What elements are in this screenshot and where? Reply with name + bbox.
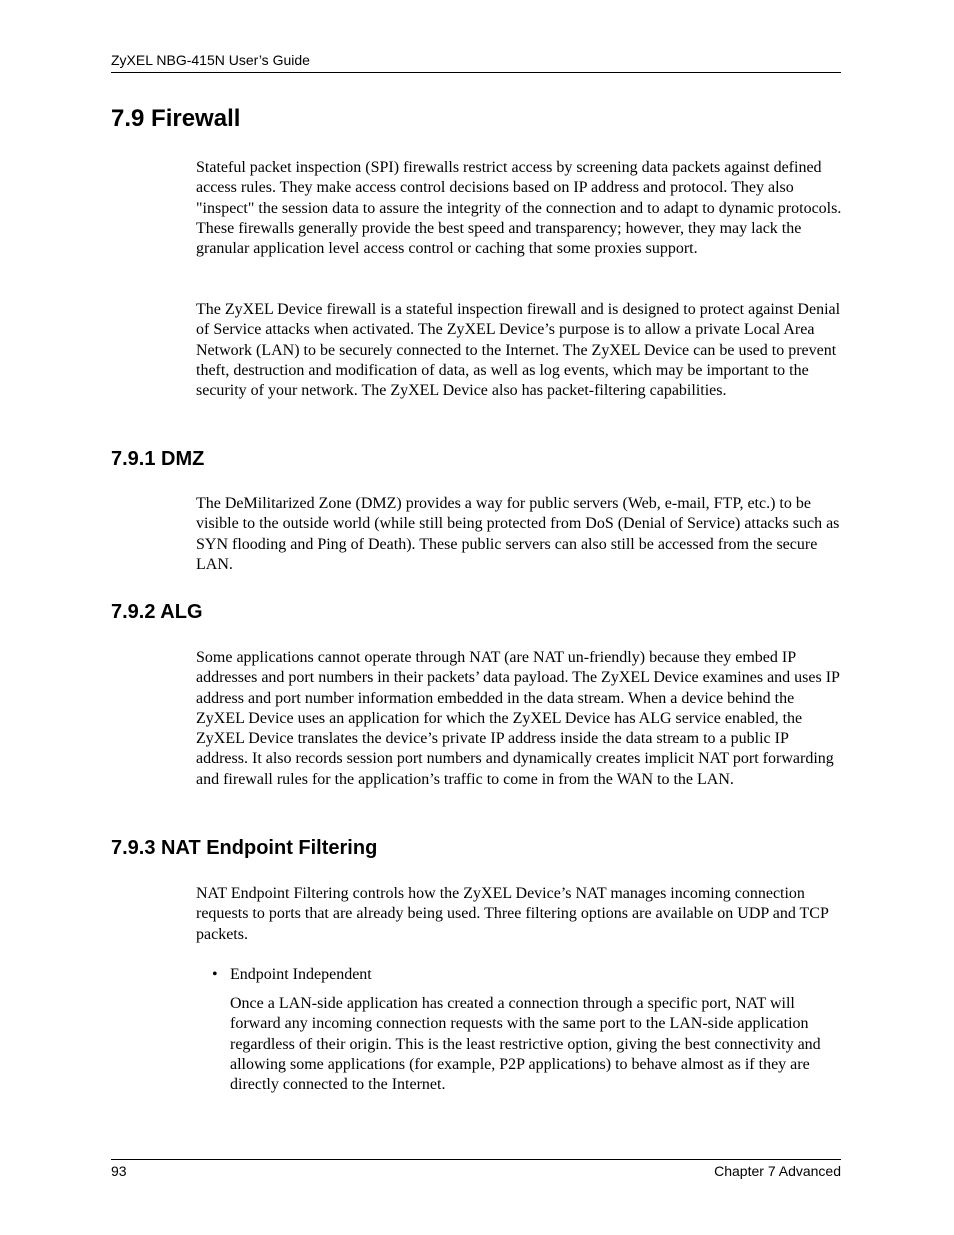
bullet-label: Endpoint Independent	[230, 966, 372, 983]
section-heading-alg: 7.9.2 ALG	[111, 601, 203, 623]
nat-paragraph: NAT Endpoint Filtering controls how the ZyXEL Device’s NAT manages incoming connection requests to ports that are already being used. Three filtering options are available on UDP and TCP packets.	[196, 885, 829, 943]
bullet-icon: •	[212, 966, 218, 983]
section-heading-firewall: 7.9 Firewall	[111, 105, 241, 132]
page-footer	[111, 1159, 841, 1184]
page-number: 93	[111, 1163, 127, 1179]
chapter-title: Chapter 7 Advanced	[714, 1163, 841, 1179]
section-heading-nat-endpoint-filtering: 7.9.3 NAT Endpoint Filtering	[111, 837, 378, 859]
firewall-paragraph-2: The ZyXEL Device firewall is a stateful inspection firewall and is designed to protect against Denial of Service attacks when activated. The ZyXEL Device’s purpose is to allow a private Local Area Network (LAN) to be securely connected to the Internet. The ZyXEL Device can be used to prevent theft, destruction and modification of data, as well as log events, which may be important to the security of your network. The ZyXEL Device also has packet-filtering capabilities.	[196, 301, 841, 400]
firewall-paragraph-1: Stateful packet inspection (SPI) firewalls restrict access by screening data packets against defined access rules. They make access control decisions based on IP address and protocol. They also "inspect" the session data to assure the integrity of the connection and to adapt to dynamic protocols. These firewalls generally provide the best speed and transparency; however, they may lack the granular application level access control or caching that some proxies support.	[196, 159, 842, 258]
endpoint-independent-paragraph: Once a LAN-side application has created a connection through a specific port, NAT will forward any incoming connection requests with the same port to the LAN-side application regardless of their origin. This is the least restrictive option, giving the best connectivity and allowing some applications (for example, P2P applications) to behave almost as if they are directly connected to the Internet.	[230, 995, 821, 1094]
guide-title: ZyXEL NBG-415N User’s Guide	[111, 52, 310, 68]
alg-paragraph: Some applications cannot operate through NAT (are NAT un-friendly) because they embed IP addresses and port numbers in their packets’ data payload. The ZyXEL Device examines and uses IP address and port number information embedded in the data stream. When a device behind the ZyXEL Device uses an application for which the ZyXEL Device has ALG service enabled, the ZyXEL Device translates the device’s private IP address inside the data stream to a public IP address. It also records session port numbers and dynamically creates implicit NAT port forwarding and firewall rules for the application’s traffic to come in from the WAN to the LAN.	[196, 649, 840, 788]
section-heading-dmz: 7.9.1 DMZ	[111, 448, 205, 470]
page-header	[111, 51, 841, 73]
dmz-paragraph: The DeMilitarized Zone (DMZ) provides a way for public servers (Web, e-mail, FTP, etc.) to be visible to the outside world (while still being protected from DoS (Denial of Service) attacks such as SYN flooding and Ping of Death). These public servers can also still be accessed from the secure LAN.	[196, 495, 840, 573]
